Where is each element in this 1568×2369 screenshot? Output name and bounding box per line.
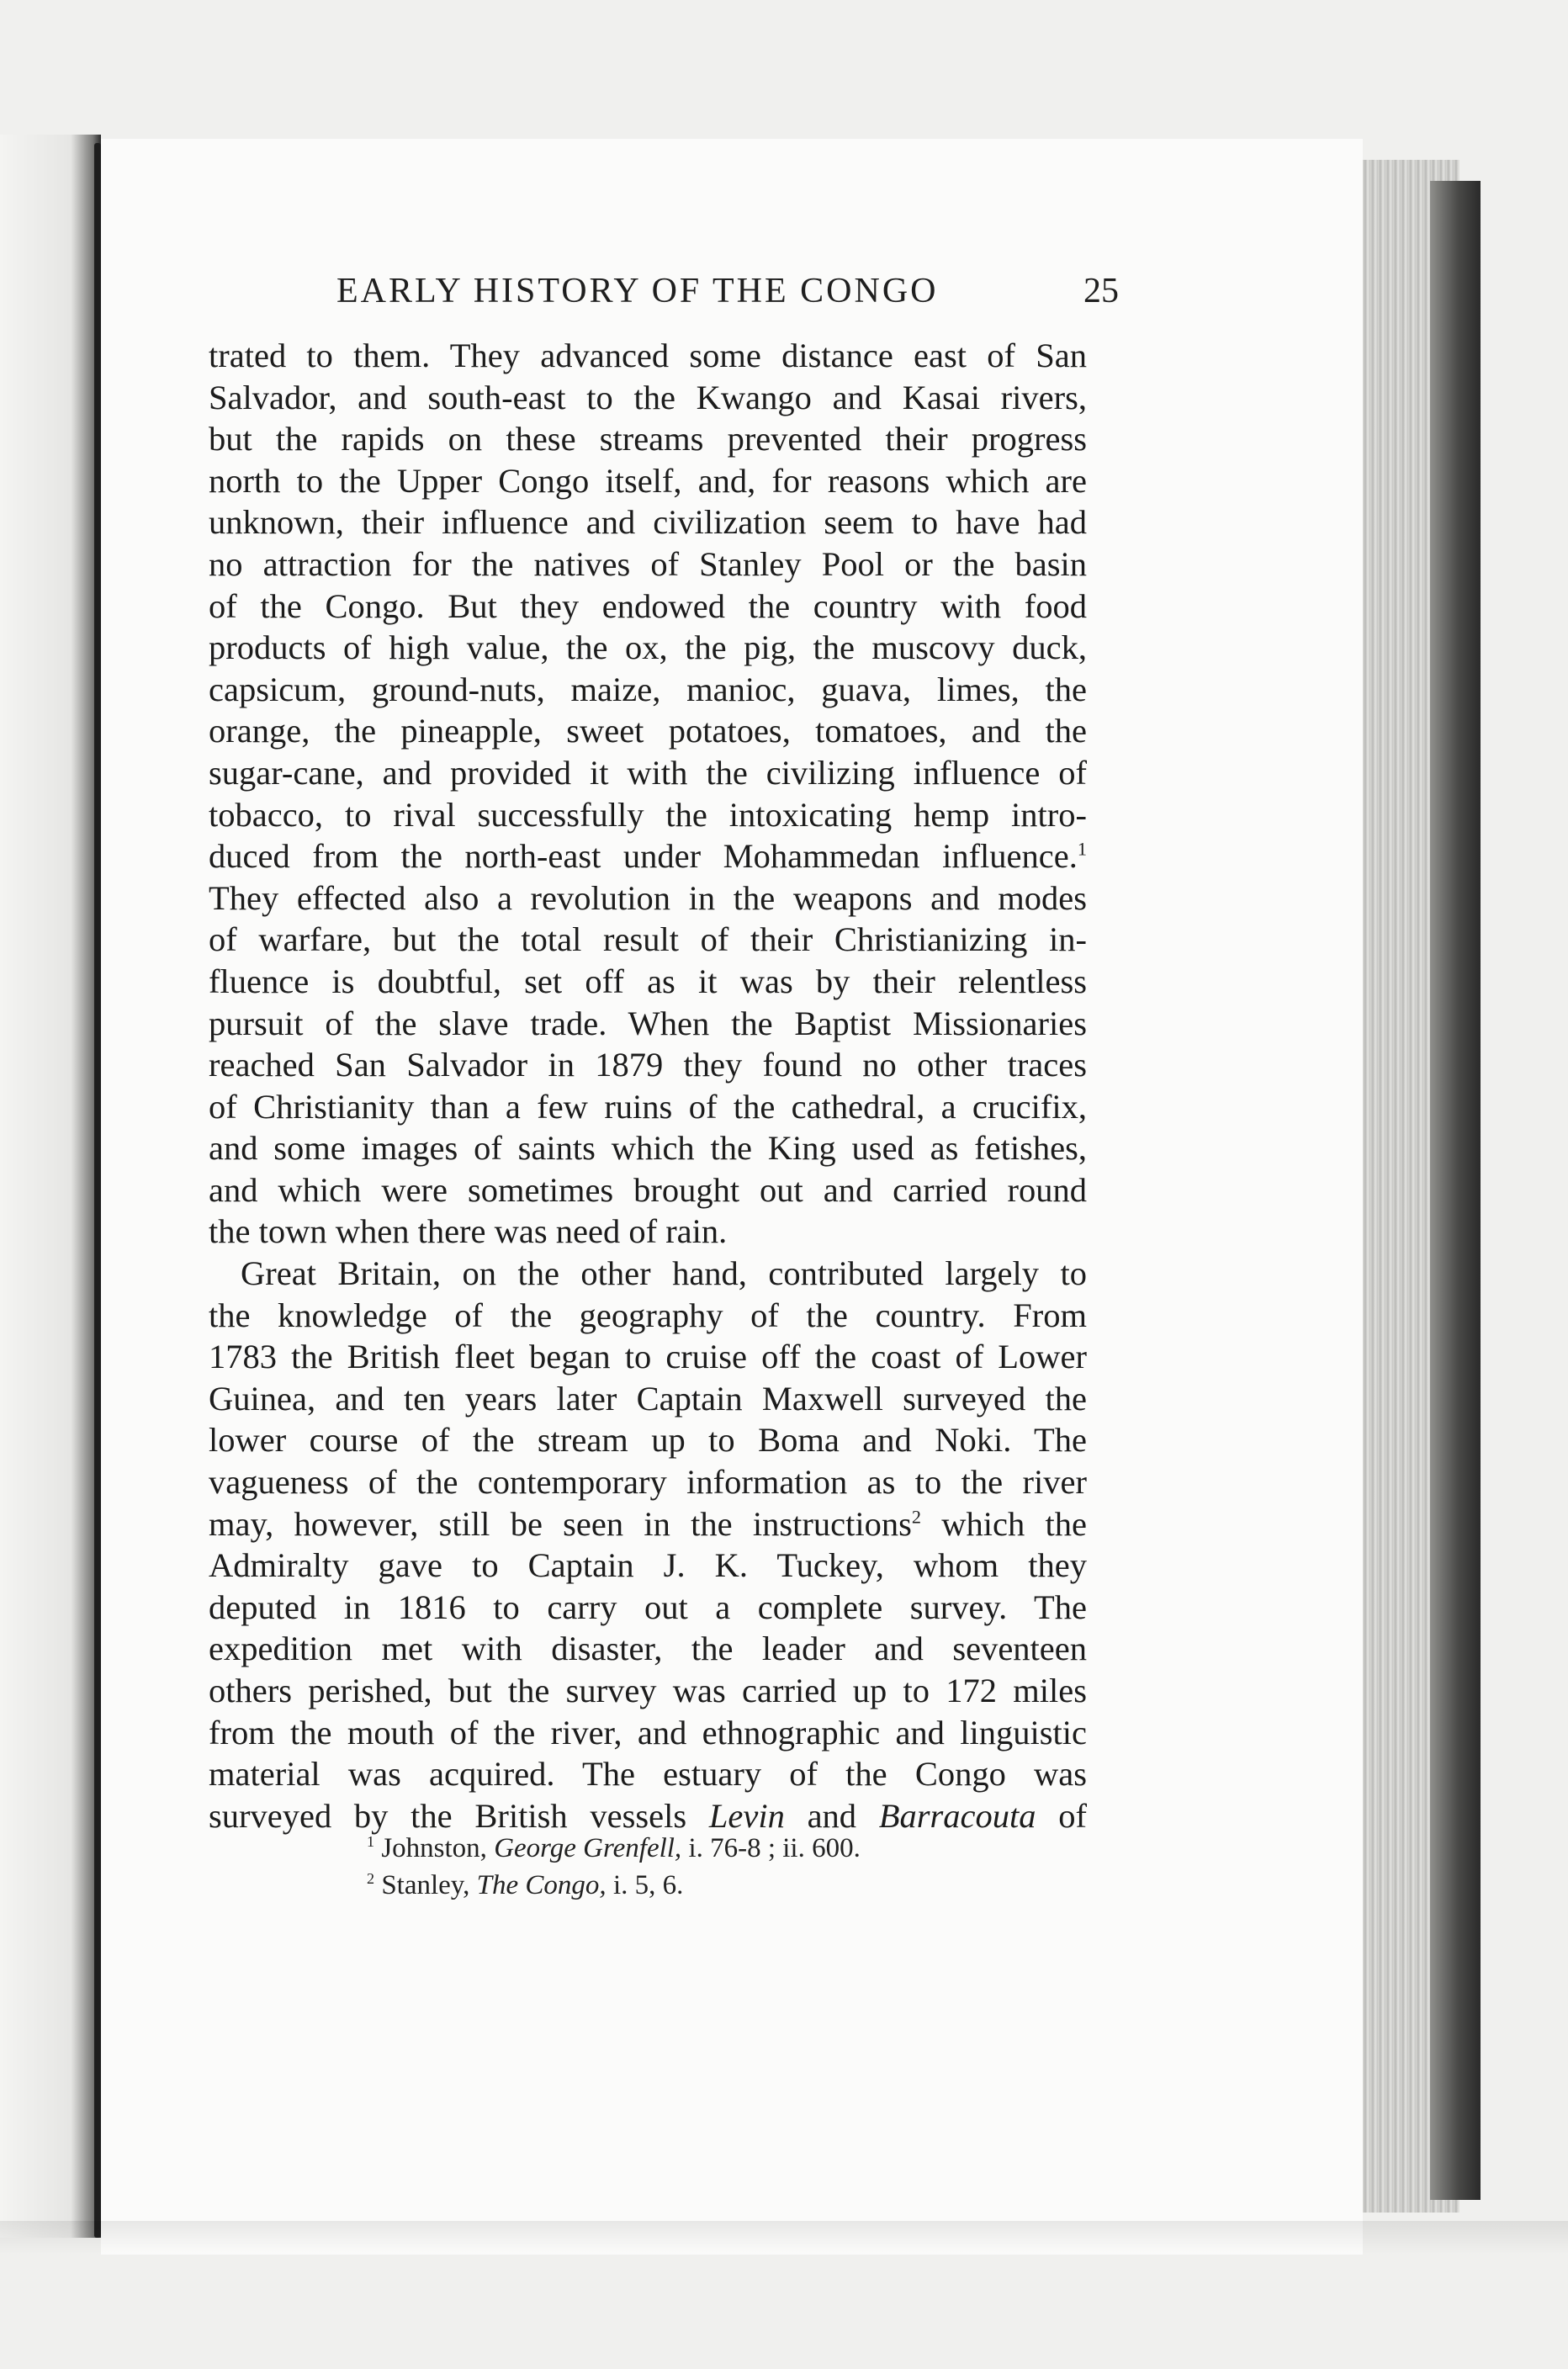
text-line: trated to them. They advanced some distance east of San (209, 337, 1087, 374)
footnote-author: Johnston, (381, 1833, 487, 1863)
previous-page-edge (0, 135, 101, 2238)
text-line: pursuit of the slave trade. When the Baptist Missionaries (209, 1004, 1087, 1042)
text-line: Admiralty gave to Captain J. K. Tuckey, whom they (209, 1546, 1087, 1585)
text-line: lower course of the stream up to Boma and Noki. The (209, 1421, 1087, 1460)
text-line: orange, the pineapple, sweet potatoes, tomatoes, and the (209, 712, 1087, 750)
text-segment: which the (941, 1504, 1087, 1543)
ship-name: Barracouta (878, 1796, 1036, 1835)
footnotes (367, 1830, 956, 1904)
footnote-2 (367, 1867, 956, 1904)
text-line: Guinea, and ten years later Captain Maxwell surveyed the (209, 1379, 1087, 1418)
text-line: products of high value, the ox, the pig, the muscovy duck, (209, 628, 1087, 667)
text-line: unknown, their influence and civilization seem to have had (209, 503, 1087, 542)
book-cover-edge (1430, 181, 1481, 2200)
paragraph (209, 335, 1087, 1253)
text-line: tobacco, to rival successfully the intoxicating hemp intro- (209, 795, 1087, 834)
page-number: 25 (1083, 272, 1119, 310)
text-line: material was acquired. The estuary of the Congo was (209, 1755, 1087, 1794)
text-line: and some images of saints which the King used as fetishes, (209, 1129, 1087, 1168)
text-line: and which were sometimes brought out and carried round (209, 1170, 1087, 1209)
text-line: Great Britain, on the other hand, contributed largely to (241, 1254, 1087, 1293)
footnote-1 (367, 1830, 956, 1867)
footnote-ref: i. 5, 6. (612, 1870, 684, 1900)
text-line: but the rapids on these streams prevented their progress (209, 420, 1087, 458)
text-segment: may, however, still be seen in the instructions (209, 1504, 912, 1543)
text-line: reached San Salvador in 1879 they found no other traces (209, 1046, 1087, 1084)
book-gutter (94, 143, 101, 2238)
running-header (336, 271, 1119, 321)
text-line: the knowledge of the geography of the country. From (209, 1296, 1087, 1334)
running-title: EARLY HISTORY OF THE CONGO (336, 272, 939, 310)
text-line: sugar-cane, and provided it with the civilizing influence of (209, 753, 1087, 792)
text-line: capsicum, ground-nuts, maize, manioc, guava, limes, the (209, 670, 1087, 708)
text-line: Salvador, and south-east to the Kwango and Kasai rivers, (209, 378, 1087, 416)
text-line: north to the Upper Congo itself, and, for reasons which are (209, 461, 1087, 500)
text-line: expedition met with disaster, the leader and seventeen (209, 1630, 1087, 1668)
footnote-marker: 2 (367, 1870, 375, 1887)
text-line (209, 835, 1087, 877)
text-line: from the mouth of the river, and ethnographic and linguistic (209, 1713, 1087, 1752)
footnote-title: George Grenfell, (494, 1833, 682, 1863)
text-line: 1783 the British fleet began to cruise off the coast of Lower (209, 1338, 1087, 1376)
ship-name: Levin (708, 1796, 785, 1835)
body-text (209, 335, 1087, 1836)
text-line: of warfare, but the total result of their Christianizing in- (209, 920, 1087, 959)
footnote-ref: i. 76-8 ; ii. 600. (688, 1833, 861, 1863)
text-line: vagueness of the contemporary information as to the river (209, 1463, 1087, 1502)
text-line: others perished, but the survey was carried up to 172 miles (209, 1672, 1087, 1709)
text-segment: surveyed by the British vessels (209, 1796, 687, 1835)
text-line: They effected also a revolution in the weapons and modes (209, 878, 1087, 917)
text-line: of Christianity than a few ruins of the cathedral, a crucifix, (209, 1087, 1087, 1126)
page-bottom-shadow (0, 2221, 1568, 2255)
paragraph (209, 1253, 1087, 1836)
text-segment: of (1058, 1796, 1088, 1835)
text-line: no attraction for the natives of Stanley Pool or the basin (209, 544, 1087, 583)
footnote-marker: 1 (367, 1833, 375, 1850)
text-line: deputed in 1816 to carry out a complete survey. The (209, 1587, 1087, 1626)
footnote-author: Stanley, (381, 1870, 470, 1900)
footnote-ref-1: 1 (1077, 838, 1087, 860)
text-line: the town when there was need of rain. (209, 1212, 728, 1251)
footnote-ref-2: 2 (911, 1506, 922, 1528)
text-line (209, 1503, 1087, 1545)
text-segment: and (807, 1796, 857, 1835)
text-line: of the Congo. But they endowed the country with food (209, 586, 1087, 625)
text-line: fluence is doubtful, set off as it was by their relentless (209, 962, 1087, 1000)
footnote-title: The Congo, (476, 1870, 607, 1900)
text-segment: duced from the north-east under Mohammedan influence. (209, 837, 1078, 876)
